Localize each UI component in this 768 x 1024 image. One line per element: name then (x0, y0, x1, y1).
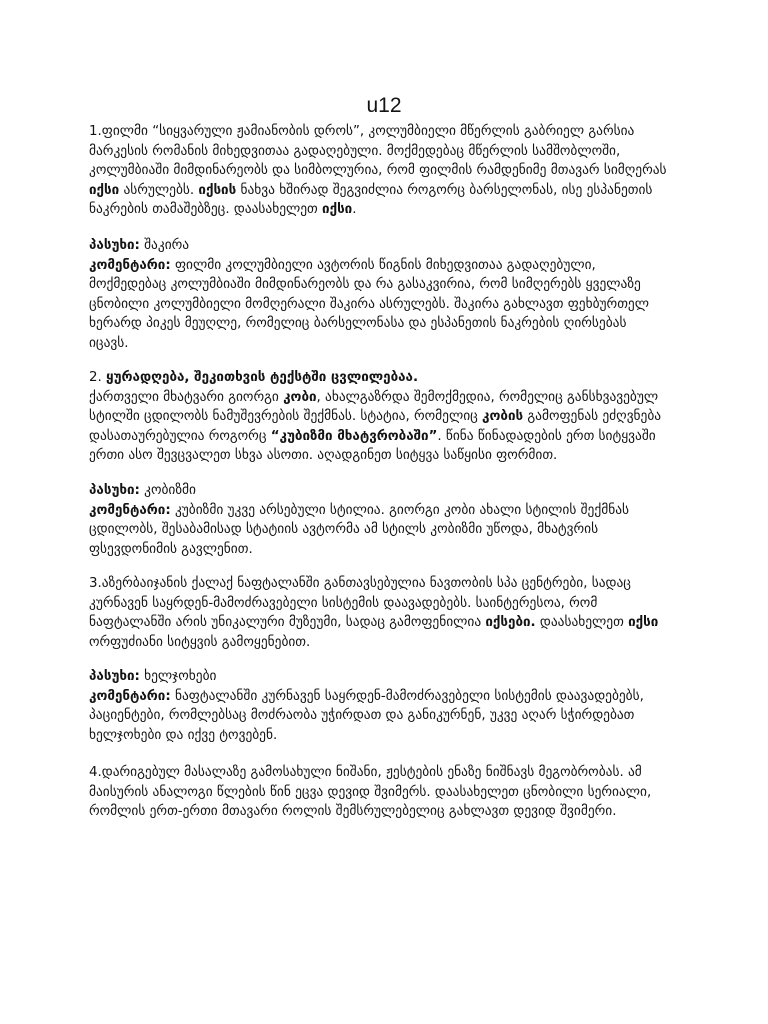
comment-3-line-2: პაციენტები, რომლებსაც მოძრაობა უჭირდათ და განიკურნენ, უკვე აღარ სჭირდებათ (89, 708, 635, 723)
question-1-line-1: 1.ფილმი “სიყვარული ჟამიანობის დროს”, კოლუმბიელი მწერლის გაბრიელ გარსია (89, 124, 635, 139)
question-1-line-4: იქსი ასრულებს. იქსის ნახვა ხშირად შეგვიძლია როგორც ბარსელონას, ისე ესპანეთის (89, 182, 653, 198)
answer-label: პასუხი: (89, 238, 140, 253)
page-title: u12 (366, 94, 402, 117)
question-1-line-3: კოლუმბიაში მიმდინარეობს და სიმბოლურია, რომ ფილმის რამდენიმე მთავარ სიმღერას (89, 163, 667, 178)
comment-label: კომენტარი: (89, 688, 171, 704)
question-2: 2. ყურადღება, შეკითხვის ტექსტში ცვლილებაა. ქართველი მხატვარი გიორგი კობი, ახალგაზრდა შემოქმედია, რომელიც განსხვავებულ სტილში ცდილობს ნამუშევრების შექმნას. სტატია, რომელიც კობის გამოფენას ეძღვნება დასათაურებულია როგორც “კუბიზმი მხატვრობაში”. წინა წინადადების ერთ სიტყვაში ერთი ასო შევცვალეთ სხვა ასოთი. აღადგინეთ სიტყვა საწყისი ფორმით. (89, 368, 689, 466)
answer-text: კობიზმი (139, 483, 196, 498)
answer-2: პასუხი: კობიზმი კომენტარი: კუბიზმი უკვე არსებული სტილია. გიორგი კობი ახალი სტილის შექმნას ცდილობს, შესაბამისად სტატიის ავტორმა ამ სტილს კობიზმი უწოდა, მხატვრის ფსევდონიმის გავლენით. (89, 481, 689, 559)
question-1-x-term: იქსი (322, 202, 353, 217)
question-4-line-1: 4.დარიგებულ მასალაზე გამოსახული ნიშანი, ჟესტების ენაზე ნიშნავს მეგობრობას. ამ (89, 765, 642, 780)
answer-1: პასუხი: შაკირა კომენტარი: ფილმი კოლუმბიელი ავტორის წიგნის მიხედვითაა გადაღებული, მოქმედებაც კოლუმბიაში მიმდინარეობს და რა გასაკვირია, რომ სიმღერებს ყველაზე ცნობილი კოლუმბიელი მომღერალი შაკირა ასრულებს. შაკირა გახლავთ ფეხბურთელ ხერარდ პიკეს მეუღლე, რომელიც ბარსელონასა და ესპანეთის ნაკრების ღირსებას იცავს. (89, 236, 689, 353)
question-1-x-term: იქსის (198, 182, 237, 198)
question-1-line-5: ნაკრების თამაშებზეც. დაასახელეთ იქსი. (89, 202, 357, 217)
question-4 (89, 763, 689, 822)
comment-2-line-2: ცდილობს, შესაბამისად სტატიის ავტორმა ამ სტილს კობიზმი უწოდა, მხატვრის (89, 522, 599, 537)
question-2-line-5: ერთი ასო შევცვალეთ სხვა ასოთი. აღადგინეთ სიტყვა საწყისი ფორმით. (89, 448, 558, 463)
comment-label: კომენტარი: (89, 257, 171, 273)
question-1 (89, 122, 689, 220)
comment-3-line-3: ხელჯოხები და იქვე ტოვებენ. (89, 727, 278, 743)
answer-text: ხელჯოხები (139, 669, 217, 684)
comment-2-line-3: ფსევდონიმის გავლენით. (89, 541, 253, 557)
question-1-x-term: იქსი (89, 182, 120, 198)
answer-3: პასუხი: ხელჯოხები კომენტარი: ნაფტალანში კურნავენ საყრდენ-მამოძრავებელი სისტემის დაავადებებს, პაციენტები, რომლებსაც მოძრაობა უჭირდათ და განიკურნენ, უკვე აღარ სჭირდებათ ხელჯოხები და იქვე ტოვებენ. (89, 667, 689, 745)
answer-text: შაკირა (139, 238, 190, 253)
question-3-line-1: 3.აზერბაიჯანის ქალაქ ნაფტალანში განთავსებულია ნავთობის სპა ცენტრები, სადაც (89, 576, 631, 591)
comment-label: კომენტარი: (89, 502, 171, 518)
question-4-line-3: რომლის ერთ-ერთი მთავარი როლის შემსრულებელიც გახლავთ დევიდ შვიმერი. (89, 804, 617, 819)
question-3-line-4: ორფუძიანი სიტყვის გამოყენებით. (89, 634, 311, 650)
comment-1-line-3: ცნობილი კოლუმბიელი მომღერალი შაკირა ასრულებს. შაკირა გახლავთ ფეხბურთელ (89, 296, 649, 312)
comment-1-line-2: მოქმედებაც კოლუმბიაში მიმდინარეობს და რა გასაკვირია, რომ სიმღერებს ყველაზე (89, 277, 641, 292)
question-3-line-2: კურნავენ საყრდენ-მამოძრავებელი სისტემის დაავადებებს. საინტერესოა, რომ (89, 595, 598, 611)
attention-notice: ყურადღება, შეკითხვის ტექსტში ცვლილებაა. (106, 370, 419, 385)
question-1-line-2: მარკესის რომანის მიხედვითაა გადაღებული. მოქმედებაც მწერლის სამშობლოში, (89, 143, 621, 159)
answer-label: პასუხი: (89, 669, 140, 684)
answer-label: პასუხი: (89, 483, 140, 498)
comment-1-line-5: იცავს. (89, 335, 129, 351)
question-4-line-2: მაისურის ანალოგი წლების წინ ეცვა დევიდ შვიმერს. დაასახელეთ ცნობილი სერიალი, (89, 784, 652, 800)
question-3: 3.აზერბაიჯანის ქალაქ ნაფტალანში განთავსებულია ნავთობის სპა ცენტრები, სადაც კურნავენ საყრდენ-მამოძრავებელი სისტემის დაავადებებს. საინტერესოა, რომ ნაფტალანში არის უნიკალური მუზეუმი, სადაც გამოფენილია იქსები. დაასახელეთ იქსი ორფუძიანი სიტყვის გამოყენებით. (89, 574, 689, 652)
comment-1-line-4: ხერარდ პიკეს მეუღლე, რომელიც ბარსელონასა და ესპანეთის ნაკრების ღირსებას (89, 316, 627, 331)
